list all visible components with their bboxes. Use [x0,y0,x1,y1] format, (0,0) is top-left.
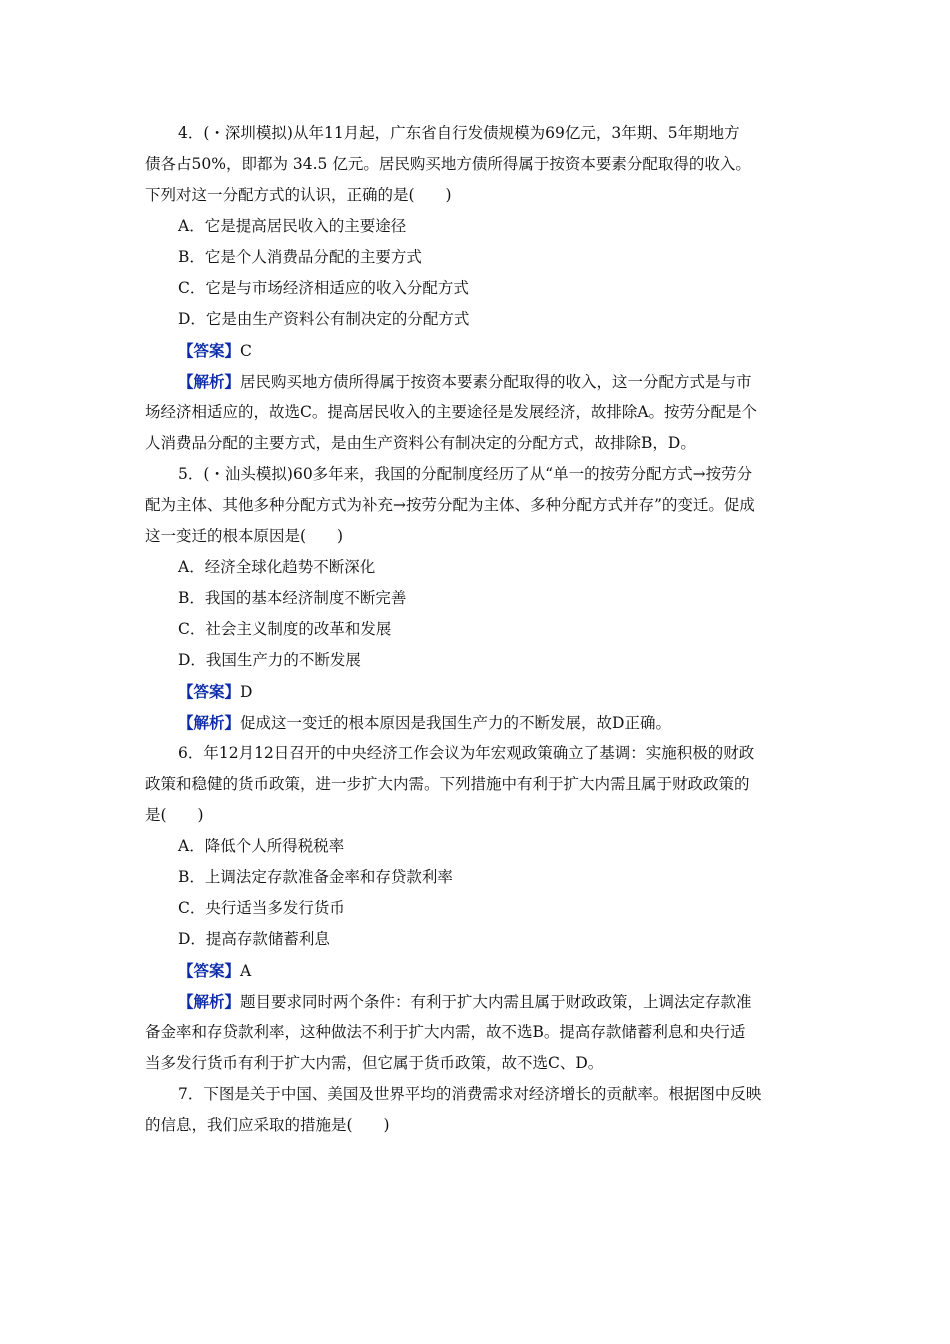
question-stem-line: 政策和稳健的货币政策，进一步扩大内需。下列措施中有利于扩大内需且属于财政政策的 [145,775,750,793]
question-stem-line: 4．(・深圳模拟)从年11月起，广东省自行发债规模为69亿元，3年期、5年期地方 [178,124,740,142]
answer-value: A [240,962,252,980]
analysis-tag: 【解析】 [178,372,241,391]
answer-value: C [240,342,252,360]
question-7 [145,1079,805,1141]
option-c: C．社会主义制度的改革和发展 [178,620,392,638]
question-stem-line: 是( ) [145,806,204,824]
answer-tag: 【答案】 [178,961,241,980]
analysis-text: 题目要求同时两个条件：有利于扩大内需且属于财政政策，上调法定存款准 [240,993,752,1011]
option-a: A．降低个人所得税税率 [178,837,345,855]
question-stem-line: 债各占50%，即都为 34.5 亿元。居民购买地方债所得属于按资本要素分配取得的收入。 [145,155,751,173]
option-a: A．它是提高居民收入的主要途径 [178,217,407,235]
analysis-line: 场经济相适应的，故选C。提高居民收入的主要途径是发展经济，故排除A。按劳分配是个 [145,403,758,421]
analysis-line [145,986,805,1017]
analysis-line: 备金率和存贷款利率，这种做法不利于扩大内需，故不选B。提高存款储蓄利息和央行适 [145,1023,746,1041]
answer-tag: 【答案】 [178,682,241,701]
question-5 [145,459,805,738]
option-d: D．提高存款储蓄利息 [178,930,330,948]
option-a: A．经济全球化趋势不断深化 [178,558,376,576]
question-stem-line: 配为主体、其他多种分配方式为补充→按劳分配为主体、多种分配方式并存”的变迁。促成 [145,496,755,514]
question-stem-line: 这一变迁的根本原因是( ) [145,527,344,545]
option-d: D．我国生产力的不断发展 [178,651,361,669]
question-list [145,118,805,1141]
option-b: B．上调法定存款准备金率和存贷款利率 [178,868,453,886]
analysis-line: 人消费品分配的主要方式，是由生产资料公有制决定的分配方式，故排除B，D。 [145,434,696,452]
analysis-line [145,707,805,738]
answer-line [145,955,805,986]
question-6 [145,738,805,1079]
answer-line [145,676,805,707]
answer-line [145,335,805,366]
question-stem-line: 6．年12月12日召开的中央经济工作会议为年宏观政策确立了基调：实施积极的财政 [178,744,755,762]
analysis-line [145,366,805,397]
question-stem-line: 7．下图是关于中国、美国及世界平均的消费需求对经济增长的贡献率。根据图中反映 [178,1085,762,1103]
option-b: B．我国的基本经济制度不断完善 [178,589,407,607]
question-stem-line: 下列对这一分配方式的认识，正确的是( ) [145,186,452,204]
option-d: D．它是由生产资料公有制决定的分配方式 [178,310,470,328]
answer-tag: 【答案】 [178,341,241,360]
question-stem-line: 5．(・汕头模拟)60多年来，我国的分配制度经历了从“单一的按劳分配方式→按劳分 [178,465,753,483]
answer-value: D [240,683,253,701]
analysis-tag: 【解析】 [178,992,241,1011]
analysis-line: 当多发行货币有利于扩大内需，但它属于货币政策，故不选C、D。 [145,1054,604,1072]
analysis-text: 居民购买地方债所得属于按资本要素分配取得的收入，这一分配方式是与市 [240,373,752,391]
question-stem-line: 的信息，我们应采取的措施是( ) [145,1116,390,1134]
question-4 [145,118,805,459]
option-b: B．它是个人消费品分配的主要方式 [178,248,422,266]
option-c: C．央行适当多发行货币 [178,899,345,917]
option-c: C．它是与市场经济相适应的收入分配方式 [178,279,469,297]
analysis-tag: 【解析】 [178,713,241,732]
analysis-text: 促成这一变迁的根本原因是我国生产力的不断发展，故D正确。 [240,714,671,732]
